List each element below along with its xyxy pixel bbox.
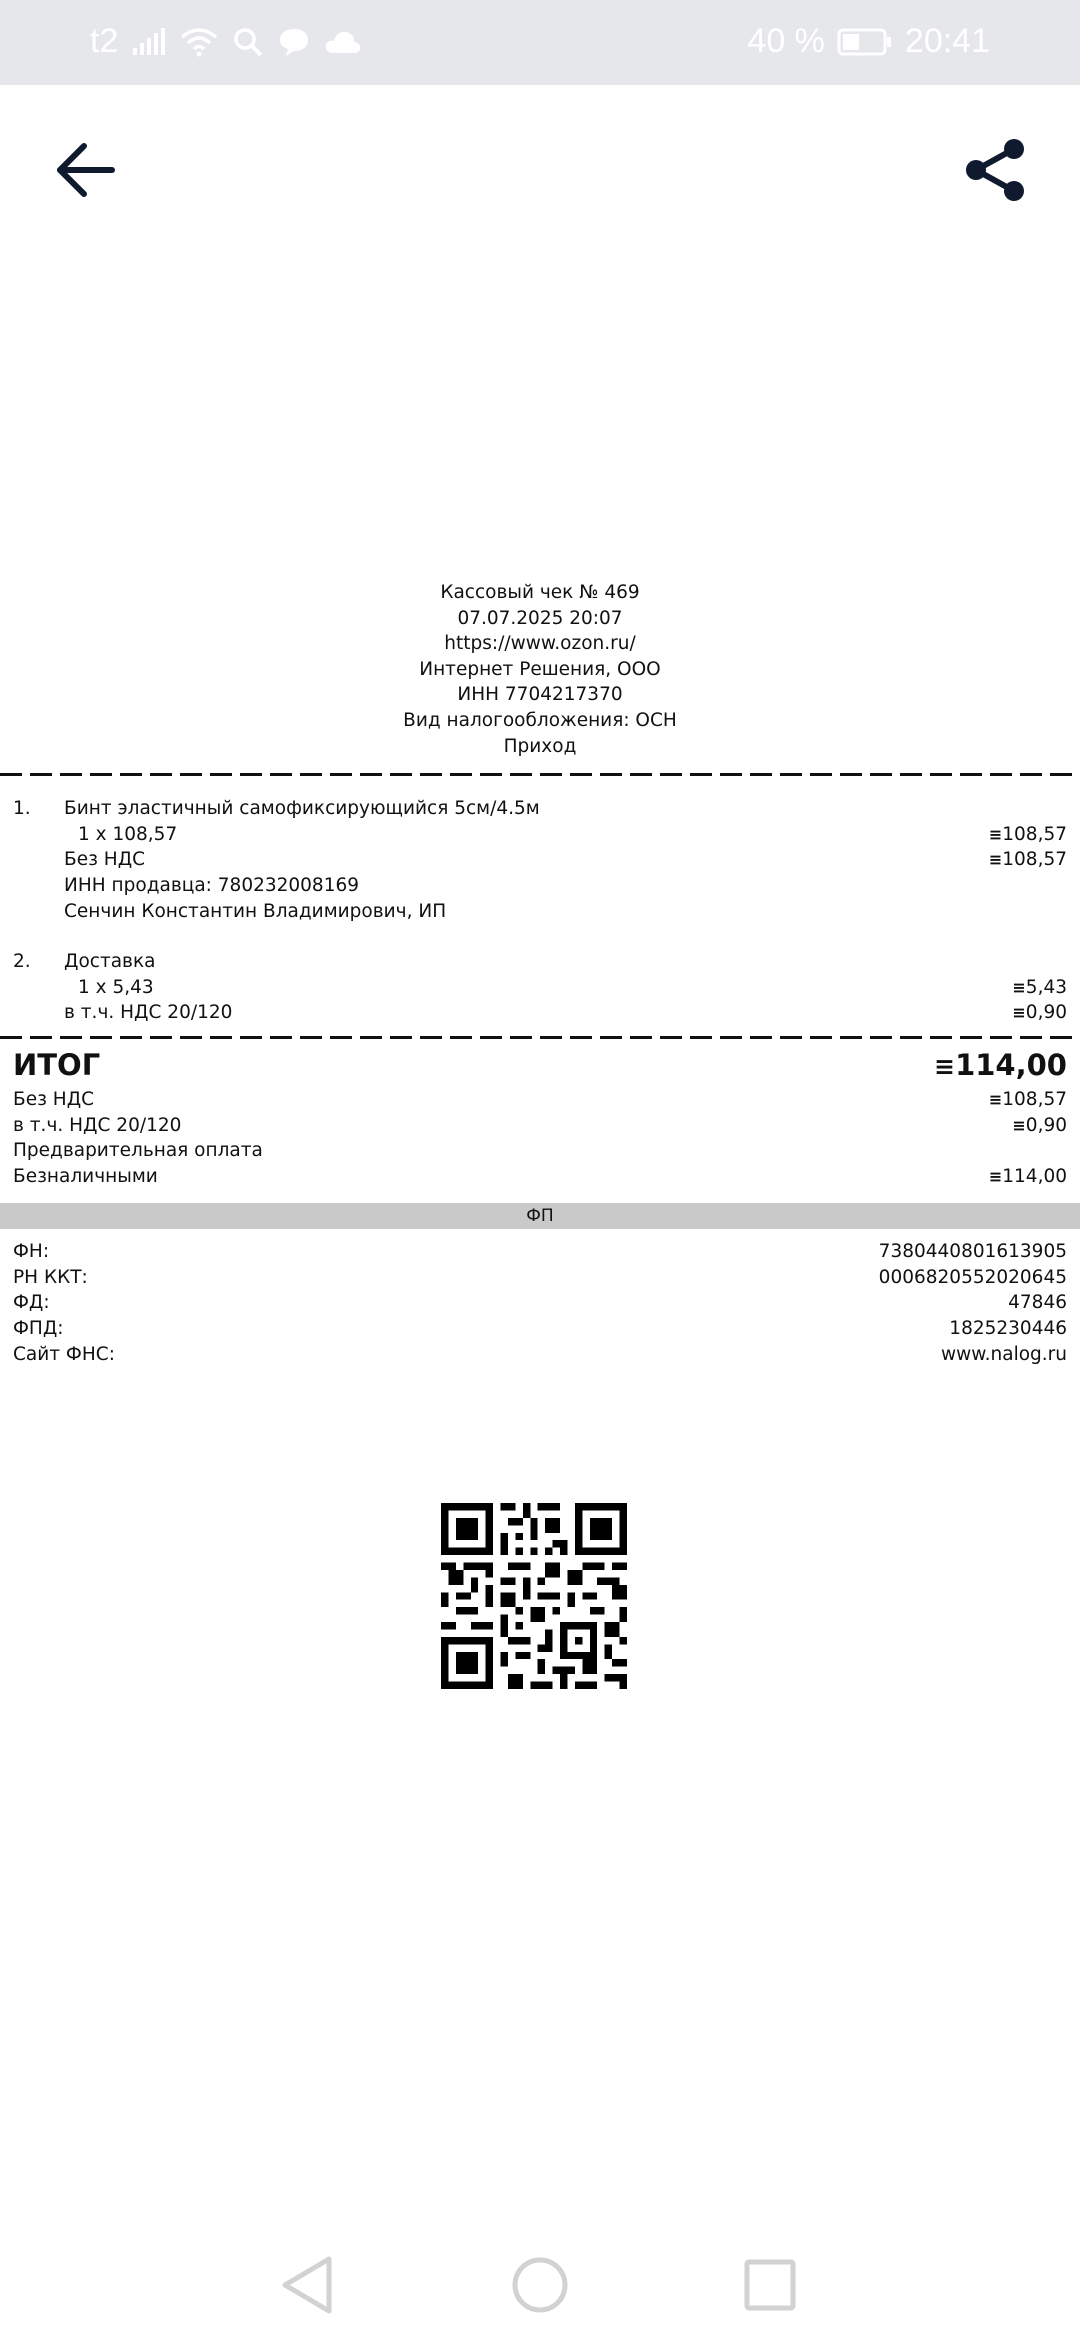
currency-symbol: ≡ xyxy=(1012,1003,1025,1023)
item-seller-name: Сенчин Константин Владимирович, ИП xyxy=(64,900,447,922)
receipt-tax-system: Вид налогообложения: ОСН xyxy=(403,709,677,731)
nav-back-button[interactable] xyxy=(272,2250,342,2320)
fiscal-row xyxy=(13,1265,1067,1291)
receipt-inn: ИНН 7704217370 xyxy=(457,684,623,706)
receipt-operation: Приход xyxy=(503,735,577,757)
nav-home-icon xyxy=(510,2255,570,2315)
arrow-left-icon xyxy=(54,142,116,198)
status-bar xyxy=(0,0,1080,85)
currency-symbol: ≡ xyxy=(988,850,1002,870)
list-item xyxy=(0,949,1080,1026)
dashed-divider xyxy=(0,773,1080,776)
currency-symbol: ≡ xyxy=(988,1089,1002,1109)
cashless-value: 114,00 xyxy=(1002,1165,1067,1187)
fiscal-data xyxy=(0,1229,1080,1367)
no-vat-value: 108,57 xyxy=(1002,1088,1067,1110)
fiscal-row xyxy=(13,1342,1067,1368)
nav-recents-icon xyxy=(743,2258,797,2312)
battery-icon xyxy=(837,27,893,57)
item-vat-label: в т.ч. НДС 20/120 xyxy=(64,1002,233,1024)
fiscal-label: ФПД: xyxy=(13,1318,64,1340)
fp-section-bar: ФП xyxy=(0,1203,1080,1229)
carrier-label: t2 xyxy=(90,22,119,60)
status-left xyxy=(90,22,362,61)
receipt-header xyxy=(0,580,1080,759)
currency-symbol: ≡ xyxy=(934,1051,955,1081)
fiscal-label: Сайт ФНС: xyxy=(13,1343,115,1365)
receipt xyxy=(0,580,1080,1367)
search-icon xyxy=(232,26,264,58)
item-seller-inn: ИНН продавца: 780232008169 xyxy=(64,874,360,896)
vat-value: 0,90 xyxy=(1025,1114,1067,1136)
item-qty-price: 1 x 5,43 xyxy=(78,976,154,998)
item-number: 2. xyxy=(13,951,31,973)
fiscal-value: 7380440801613905 xyxy=(878,1241,1067,1263)
battery-percent: 40 % xyxy=(747,22,825,60)
wifi-icon xyxy=(180,27,218,57)
fiscal-label: ФН: xyxy=(13,1241,50,1263)
clock: 20:41 xyxy=(904,22,990,60)
signal-icon xyxy=(132,28,166,56)
no-vat-row xyxy=(13,1087,1067,1113)
currency-symbol: ≡ xyxy=(1012,977,1025,997)
fiscal-row xyxy=(13,1316,1067,1342)
prepayment-row xyxy=(13,1138,1067,1164)
system-nav-bar xyxy=(0,2230,1080,2340)
items-list xyxy=(0,790,1080,1028)
fiscal-value: 0006820552020645 xyxy=(878,1266,1067,1288)
app-toolbar xyxy=(0,85,1080,255)
item-sum: 108,57 xyxy=(1002,823,1067,845)
item-qty-price: 1 x 108,57 xyxy=(78,823,178,845)
fiscal-row xyxy=(13,1239,1067,1265)
status-right xyxy=(747,22,990,61)
fiscal-value: 1825230446 xyxy=(949,1318,1067,1340)
vat-label: в т.ч. НДС 20/120 xyxy=(13,1114,182,1136)
fiscal-value: 47846 xyxy=(1008,1292,1067,1314)
fiscal-label: РН ККТ: xyxy=(13,1266,88,1288)
item-name: Доставка xyxy=(64,951,156,973)
receipt-datetime: 07.07.2025 20:07 xyxy=(457,607,623,629)
item-name: Бинт эластичный самофиксирующийся 5см/4.5м xyxy=(64,798,540,820)
fiscal-row xyxy=(13,1290,1067,1316)
cashless-row xyxy=(13,1164,1067,1190)
receipt-company: Интернет Решения, ООО xyxy=(419,658,661,680)
item-vat-label: Без НДС xyxy=(64,849,146,871)
back-button[interactable] xyxy=(40,125,130,215)
receipt-title: Кассовый чек № 469 xyxy=(440,582,640,603)
chat-icon xyxy=(278,27,310,57)
qr-code xyxy=(441,1503,627,1689)
prepayment-label: Предварительная оплата xyxy=(13,1140,263,1162)
total-value: 114,00 xyxy=(955,1047,1067,1082)
item-number: 1. xyxy=(13,798,31,820)
item-vat-sum: 108,57 xyxy=(1002,849,1067,871)
total-row xyxy=(13,1045,1067,1087)
currency-symbol: ≡ xyxy=(988,1166,1002,1186)
currency-symbol: ≡ xyxy=(1012,1115,1025,1135)
currency-symbol: ≡ xyxy=(988,824,1002,844)
cashless-label: Безналичными xyxy=(13,1165,158,1187)
cloud-icon xyxy=(324,29,362,55)
share-button[interactable] xyxy=(950,125,1040,215)
dashed-divider xyxy=(0,1036,1080,1039)
fiscal-label: ФД: xyxy=(13,1292,50,1314)
item-vat-sum: 0,90 xyxy=(1025,1002,1067,1024)
totals xyxy=(0,1045,1080,1189)
share-icon xyxy=(964,138,1026,202)
fiscal-value: www.nalog.ru xyxy=(940,1343,1067,1365)
nav-recents-button[interactable] xyxy=(735,2250,805,2320)
list-item xyxy=(0,796,1080,924)
no-vat-label: Без НДС xyxy=(13,1088,95,1110)
nav-home-button[interactable] xyxy=(505,2250,575,2320)
total-label: ИТОГ xyxy=(13,1047,101,1082)
receipt-site: https://www.ozon.ru/ xyxy=(444,633,636,655)
nav-back-icon xyxy=(279,2255,335,2315)
item-sum: 5,43 xyxy=(1025,976,1067,998)
vat-row xyxy=(13,1113,1067,1139)
